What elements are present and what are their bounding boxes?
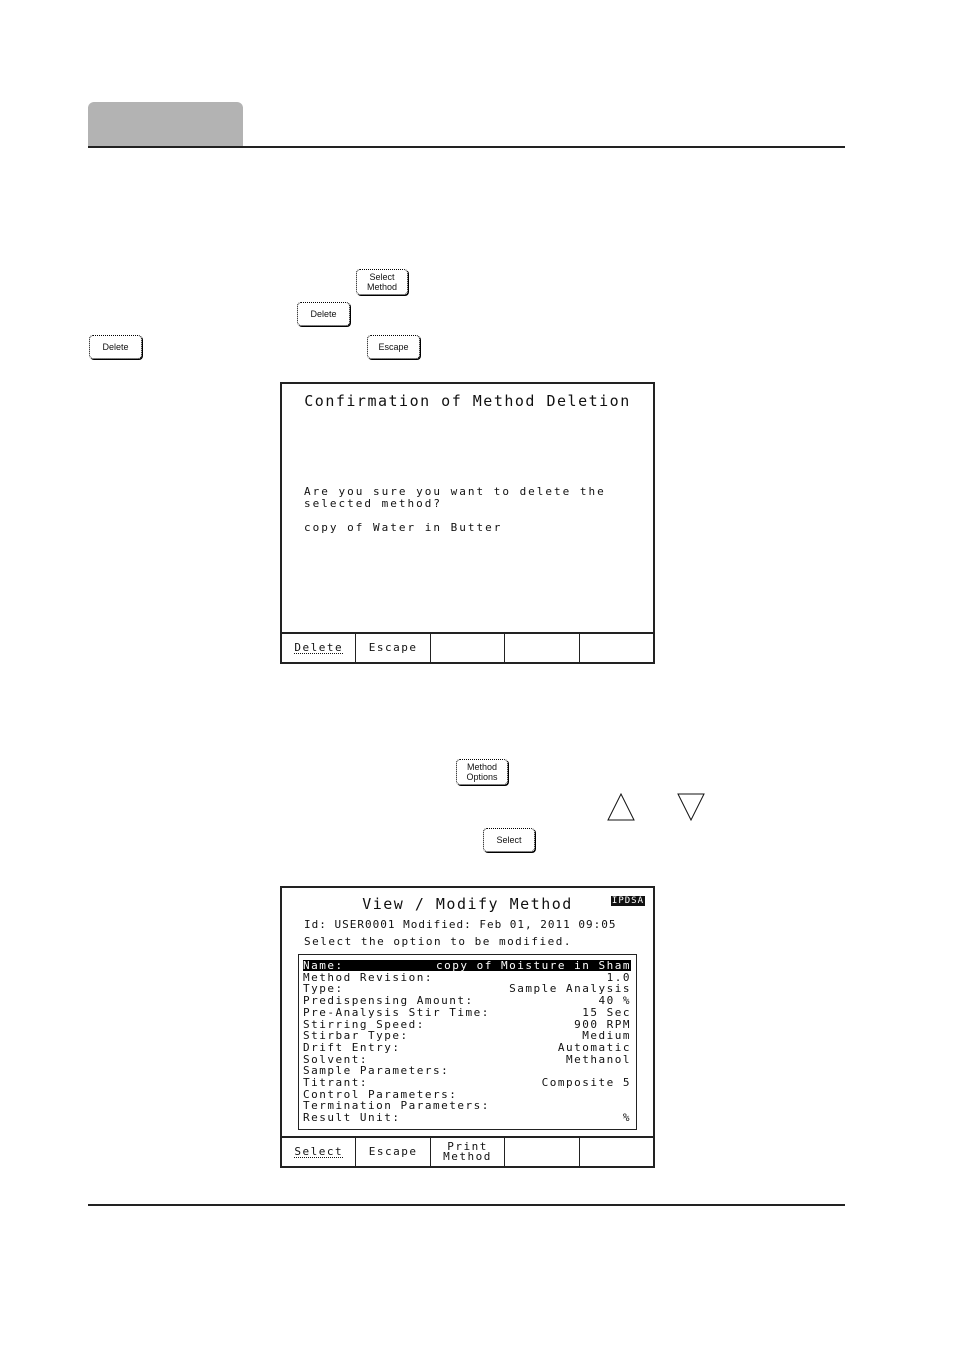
softkey-4[interactable] [505, 634, 579, 662]
method-options-key-line2: Options [466, 772, 498, 782]
down-arrow-icon[interactable] [676, 792, 706, 822]
list-item[interactable] [303, 1042, 631, 1053]
softkey-5[interactable] [580, 634, 653, 662]
method-options-key[interactable] [456, 759, 508, 785]
list-item[interactable] [303, 1054, 631, 1065]
mode-badge: IPDSA [611, 896, 644, 906]
list-item[interactable] [303, 1112, 631, 1123]
list-item-value: copy of Moisture in Sham [436, 959, 631, 972]
list-item-label: Type: [303, 982, 344, 996]
list-item-value: Sample Analysis [509, 982, 631, 996]
question-text-2: selected method? [304, 497, 442, 510]
screen-title: Confirmation of Method Deletion [304, 392, 631, 410]
list-item-label: Titrant: [303, 1076, 368, 1089]
softkey-bar [282, 1136, 653, 1166]
softkey-bar [282, 632, 653, 662]
up-arrow-icon[interactable] [606, 792, 636, 822]
softkey-escape[interactable] [356, 1138, 430, 1166]
softkey-5[interactable] [580, 1138, 653, 1166]
select-method-key-line2: Method [366, 282, 398, 292]
select-method-key-line1: Select [369, 272, 395, 282]
list-item-value: 1.0 [606, 970, 631, 984]
list-item[interactable] [303, 995, 631, 1006]
view-modify-method-screen [280, 886, 655, 1168]
softkey-escape-label: Escape [368, 641, 418, 654]
method-id-line: Id: USER0001 Modified: Feb 01, 2011 09:05 [304, 918, 617, 931]
list-item[interactable] [303, 1089, 631, 1100]
list-item[interactable] [303, 960, 631, 971]
softkey-print-method-label: Print Method [443, 1140, 492, 1163]
delete-key-2-label: Delete [102, 342, 129, 352]
list-item[interactable] [303, 1077, 631, 1088]
delete-key[interactable] [297, 302, 350, 326]
list-item-label: Stirring Speed: [303, 1017, 425, 1031]
list-item[interactable] [303, 1100, 631, 1111]
list-item-label: Predispensing Amount: [303, 994, 474, 1008]
list-item-value: Composite 5 [541, 1076, 631, 1089]
screen-title: View / Modify Method [362, 895, 573, 913]
method-options-list [298, 954, 637, 1130]
escape-key[interactable] [367, 335, 420, 359]
list-item-label: Method Revision: [303, 970, 433, 984]
list-item-value: 40 % [598, 994, 631, 1008]
list-item-label: Solvent: [303, 1052, 368, 1066]
select-key-label: Select [496, 835, 522, 845]
list-item[interactable] [303, 1007, 631, 1018]
softkey-delete[interactable] [282, 634, 356, 662]
list-item[interactable] [303, 1030, 631, 1041]
list-item-label: Stirbar Type: [303, 1029, 409, 1043]
section-header-tab [88, 102, 243, 146]
method-name: copy of Water in Butter [304, 521, 503, 534]
softkey-escape[interactable] [356, 634, 430, 662]
escape-key-label: Escape [378, 342, 409, 352]
softkey-escape-label: Escape [368, 1145, 418, 1158]
list-item-value: % [622, 1111, 631, 1125]
softkey-select[interactable] [282, 1138, 356, 1166]
list-item-value: 15 Sec [582, 1005, 631, 1019]
delete-key-label: Delete [310, 309, 337, 319]
list-item-label: Result Unit: [303, 1111, 401, 1125]
select-method-key[interactable] [356, 269, 408, 295]
confirmation-screen [280, 382, 655, 664]
delete-key-2[interactable] [89, 335, 142, 359]
list-item-label: Sample Parameters: [303, 1064, 450, 1078]
softkey-4[interactable] [505, 1138, 579, 1166]
list-item-value: Medium [582, 1029, 631, 1043]
list-item-label: Pre-Analysis Stir Time: [303, 1005, 490, 1019]
list-item-label: Name: [303, 959, 344, 972]
list-item-label: Drift Entry: [303, 1040, 401, 1054]
header-rule [88, 146, 845, 148]
list-item[interactable] [303, 972, 631, 983]
list-item[interactable] [303, 1019, 631, 1030]
footer-rule [88, 1204, 845, 1206]
softkey-select-label: Select [294, 1144, 344, 1158]
softkey-delete-label: Delete [294, 640, 344, 654]
list-item-label: Control Parameters: [303, 1087, 458, 1101]
instruction-text: Select the option to be modified. [304, 935, 573, 948]
select-key[interactable] [483, 828, 535, 852]
softkey-print-method[interactable] [431, 1138, 505, 1166]
question-text: Are you sure you want to delete the [304, 485, 606, 498]
list-item-label: Termination Parameters: [303, 1099, 490, 1113]
list-item-value: Methanol [566, 1052, 631, 1066]
softkey-3[interactable] [431, 634, 505, 662]
list-item-value: 900 RPM [574, 1017, 631, 1031]
method-options-key-line1: Method [466, 762, 498, 772]
list-item-value: Automatic [557, 1040, 631, 1054]
list-item[interactable] [303, 1065, 631, 1076]
list-item[interactable] [303, 983, 631, 994]
